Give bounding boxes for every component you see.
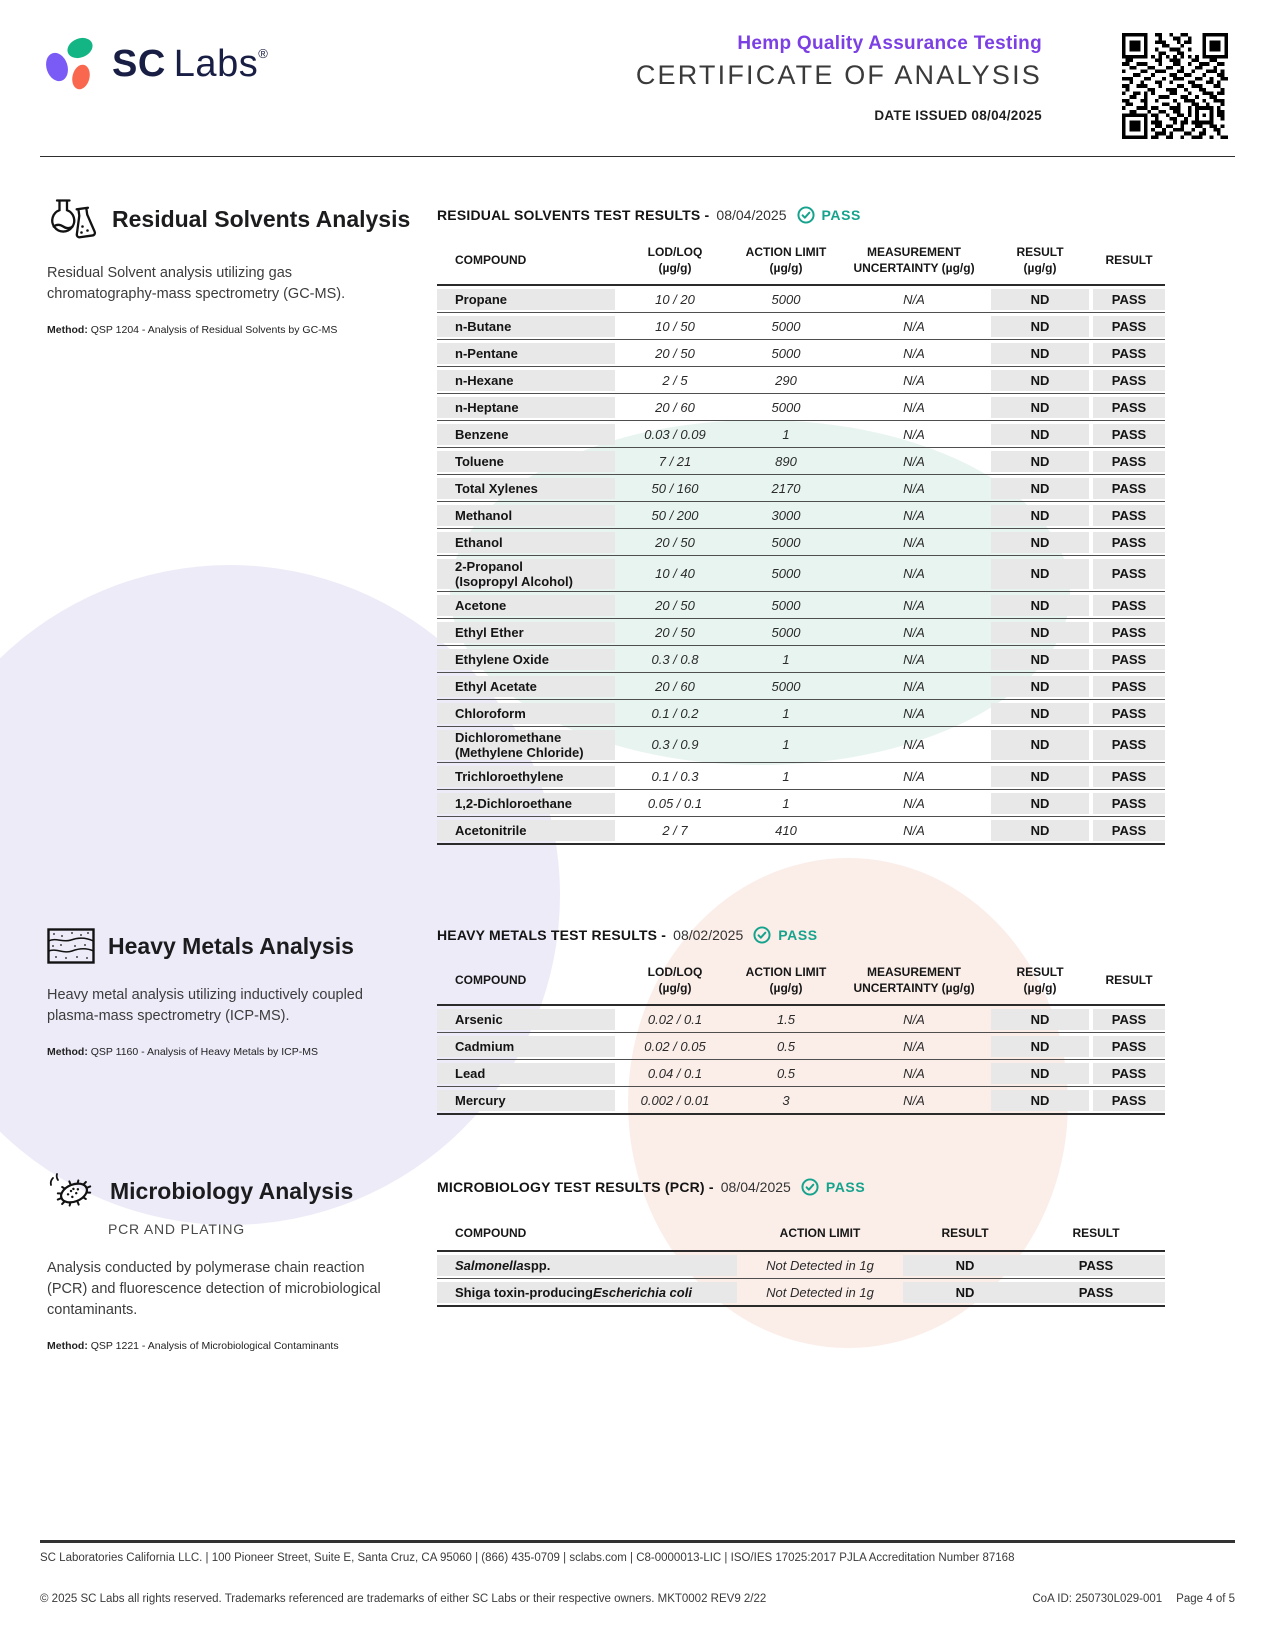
result-cell: ND [991, 532, 1089, 553]
heavy-metals-section-info [47, 928, 429, 1058]
result-cell: ND [991, 316, 1089, 337]
lod-loq-cell: 0.1 / 0.2 [651, 705, 699, 721]
table-row [437, 1278, 1165, 1305]
col-header-action-limit: ACTION LIMIT (µg/g) [745, 964, 827, 995]
status-cell: PASS [1093, 343, 1165, 364]
table-row [437, 1006, 1165, 1032]
results-title-line: RESIDUAL SOLVENTS TEST RESULTS - 08/04/2025 PASS [437, 207, 861, 223]
uncertainty-cell: N/A [903, 651, 925, 667]
microbe-icon [47, 1168, 97, 1214]
uncertainty-cell: N/A [903, 566, 925, 581]
residual-solvents-table [437, 242, 1165, 845]
lod-loq-cell: 7 / 21 [658, 453, 692, 469]
lod-loq-cell: 20 / 60 [655, 678, 695, 694]
result-cell: ND [991, 370, 1089, 391]
status-badge: PASS [825, 1179, 866, 1195]
method-note: Method: QSP 1204 - Analysis of Residual Solvents by GC-MS [47, 324, 338, 337]
compound-cell: Propane [437, 289, 615, 310]
table-row [437, 312, 1165, 339]
status-cell: PASS [1093, 316, 1165, 337]
compound-cell: n-Hexane [437, 370, 615, 391]
status-cell: PASS [1093, 532, 1165, 553]
uncertainty-cell: N/A [903, 480, 925, 496]
uncertainty-cell: N/A [903, 507, 925, 523]
result-cell: ND [991, 820, 1089, 841]
table-row [437, 762, 1165, 789]
section-subtitle: PCR AND PLATING [108, 1221, 245, 1237]
table-row [437, 645, 1165, 672]
status-cell: PASS [1093, 649, 1165, 670]
status-cell: PASS [1093, 1036, 1165, 1057]
compound-cell: Chloroform [437, 703, 615, 724]
col-header-uncertainty: MEASUREMENT UNCERTAINTY (µg/g) [853, 964, 975, 995]
action-limit-cell: 1 [782, 651, 790, 667]
footer-lab-info: SC Laboratories California LLC. | 100 Pioneer Street, Suite E, Santa Cruz, CA 95060 | (866) 435-0709 | sclabs.com | C8-0000013-LIC | ISO/IES 17025:2017 PJLA Accreditation Number 87168 [40, 1552, 1015, 1564]
col-header-result-status: RESULT [1105, 972, 1153, 987]
uncertainty-cell: N/A [903, 453, 925, 469]
compound-cell: Ethyl Acetate [437, 676, 615, 697]
result-cell: ND [991, 397, 1089, 418]
compound-cell: Ethylene Oxide [437, 649, 615, 670]
col-header-action-limit: ACTION LIMIT (µg/g) [745, 244, 827, 275]
method-note: Method: QSP 1221 - Analysis of Microbiological Contaminants [47, 1340, 339, 1353]
result-cell: ND [991, 343, 1089, 364]
table-row [437, 699, 1165, 726]
result-cell: ND [991, 1036, 1089, 1057]
section-description: Analysis conducted by polymerase chain reaction (PCR) and fluorescence detection of microbiological contaminants. [47, 1260, 381, 1319]
compound-cell: Mercury [437, 1090, 615, 1111]
lod-loq-cell: 50 / 200 [651, 507, 699, 523]
heavy-metals-results [437, 926, 1165, 1115]
status-cell: PASS [1093, 622, 1165, 643]
action-limit-cell: 5000 [771, 345, 801, 361]
table-row [437, 618, 1165, 645]
result-cell: ND [991, 676, 1089, 697]
status-cell: PASS [1093, 397, 1165, 418]
action-limit-cell: 3000 [771, 507, 801, 523]
table-row [437, 366, 1165, 393]
header-divider [40, 156, 1235, 157]
table-row [437, 420, 1165, 447]
compound-cell: Toluene [437, 451, 615, 472]
lod-loq-cell: 0.02 / 0.1 [647, 1011, 703, 1027]
result-cell: ND [991, 505, 1089, 526]
col-header-compound: COMPOUND [455, 1225, 527, 1240]
status-cell: PASS [1093, 370, 1165, 391]
microbiology-table [437, 1222, 1165, 1307]
method-note: Method: QSP 1160 - Analysis of Heavy Metals by ICP-MS [47, 1046, 318, 1059]
table-header-row [437, 242, 1165, 286]
col-header-result-status: RESULT [1072, 1225, 1120, 1240]
uncertainty-cell: N/A [903, 1038, 925, 1054]
sc-labs-logo [42, 34, 268, 94]
col-header-lod-loq: LOD/LOQ (µg/g) [647, 244, 703, 275]
result-cell: ND [991, 1063, 1089, 1084]
status-cell: PASS [1093, 793, 1165, 814]
action-limit-cell: 5000 [771, 318, 801, 334]
uncertainty-cell: N/A [903, 426, 925, 442]
uncertainty-cell: N/A [903, 291, 925, 307]
uncertainty-cell: N/A [903, 1065, 925, 1081]
results-title-line: HEAVY METALS TEST RESULTS - 08/02/2025 PASS [437, 927, 818, 943]
result-cell: ND [991, 703, 1089, 724]
result-cell: ND [991, 766, 1089, 787]
table-row [437, 789, 1165, 816]
action-limit-cell: 5000 [771, 566, 801, 581]
action-limit-cell: 5000 [771, 624, 801, 640]
table-row [437, 816, 1165, 843]
lod-loq-cell: 20 / 60 [655, 399, 695, 415]
lod-loq-cell: 0.04 / 0.1 [647, 1065, 703, 1081]
table-row [437, 393, 1165, 420]
doc-title: CERTIFICATE OF ANALYSIS [635, 60, 1042, 90]
compound-cell: Acetone [437, 595, 615, 616]
lod-loq-cell: 0.3 / 0.8 [651, 651, 699, 667]
status-cell: PASS [1093, 505, 1165, 526]
compound-cell: Total Xylenes [437, 478, 615, 499]
compound-cell: Benzene [437, 424, 615, 445]
col-header-action-limit: ACTION LIMIT [779, 1225, 861, 1240]
result-cell: ND [991, 622, 1089, 643]
lod-loq-cell: 20 / 50 [655, 345, 695, 361]
action-limit-cell: 0.5 [776, 1065, 796, 1081]
status-cell: PASS [1093, 289, 1165, 310]
uncertainty-cell: N/A [903, 768, 925, 784]
result-cell: ND [991, 424, 1089, 445]
table-row [437, 501, 1165, 528]
status-cell: PASS [1093, 730, 1165, 760]
heavy-metals-table [437, 962, 1165, 1115]
compound-cell: n-Butane [437, 316, 615, 337]
action-limit-cell: 3 [782, 1092, 790, 1108]
lod-loq-cell: 10 / 20 [655, 291, 695, 307]
action-limit-cell: 410 [775, 822, 797, 838]
lod-loq-cell: 0.05 / 0.1 [647, 795, 703, 811]
section-description: Residual Solvent analysis utilizing gas chromatography-mass spectrometry (GC-MS). [47, 265, 346, 303]
table-row [437, 672, 1165, 699]
lod-loq-cell: 20 / 50 [655, 597, 695, 613]
col-header-lod-loq: LOD/LOQ (µg/g) [647, 964, 703, 995]
pass-check-icon [801, 1178, 819, 1196]
result-cell: ND [991, 595, 1089, 616]
status-cell: PASS [1093, 1063, 1165, 1084]
col-header-compound: COMPOUND [455, 972, 527, 987]
status-cell: PASS [1027, 1255, 1165, 1276]
section-title: Microbiology Analysis [110, 1177, 354, 1204]
table-row [437, 447, 1165, 474]
compound-cell: Ethanol [437, 532, 615, 553]
uncertainty-cell: N/A [903, 737, 925, 752]
section-title: Heavy Metals Analysis [108, 932, 354, 959]
section-title: Residual Solvents Analysis [112, 205, 411, 232]
action-limit-cell: 5000 [771, 678, 801, 694]
result-cell: ND [991, 289, 1089, 310]
table-row [437, 591, 1165, 618]
result-cell: ND [991, 478, 1089, 499]
result-cell: ND [903, 1282, 1027, 1303]
status-badge: PASS [778, 927, 818, 943]
table-body [437, 1252, 1165, 1305]
compound-cell: n-Heptane [437, 397, 615, 418]
status-cell: PASS [1093, 595, 1165, 616]
lod-loq-cell: 20 / 50 [655, 534, 695, 550]
action-limit-cell: 0.5 [776, 1038, 796, 1054]
footer-divider [40, 1540, 1235, 1543]
table-body [437, 286, 1165, 843]
action-limit-cell: 1 [782, 795, 790, 811]
section-description: Heavy metal analysis utilizing inductively coupled plasma-mass spectrometry (ICP-MS). [47, 987, 363, 1025]
col-header-result-status: RESULT [1105, 252, 1153, 267]
status-cell: PASS [1093, 820, 1165, 841]
uncertainty-cell: N/A [903, 1092, 925, 1108]
header-title-block [636, 33, 1042, 123]
status-cell: PASS [1093, 451, 1165, 472]
table-row [437, 339, 1165, 366]
table-row [437, 286, 1165, 312]
table-header-row [437, 1222, 1165, 1252]
result-cell: ND [991, 793, 1089, 814]
compound-cell: Methanol [437, 505, 615, 526]
status-cell: PASS [1093, 1009, 1165, 1030]
compound-cell: Salmonella spp. [437, 1255, 737, 1276]
table-row [437, 1032, 1165, 1059]
flask-icon [47, 196, 99, 242]
pass-check-icon [753, 926, 771, 944]
compound-cell: Arsenic [437, 1009, 615, 1030]
footer-legal-line [40, 1593, 1235, 1605]
status-cell: PASS [1093, 766, 1165, 787]
result-cell: ND [903, 1255, 1027, 1276]
status-cell: PASS [1093, 559, 1165, 589]
lod-loq-cell: 2 / 5 [662, 372, 688, 388]
status-badge: PASS [821, 207, 861, 223]
uncertainty-cell: N/A [903, 399, 925, 415]
uncertainty-cell: N/A [903, 822, 925, 838]
table-row [437, 1252, 1165, 1278]
uncertainty-cell: N/A [903, 1011, 925, 1027]
date-issued: DATE ISSUED 08/04/2025 [874, 108, 1042, 123]
status-cell: PASS [1093, 676, 1165, 697]
action-limit-cell: 5000 [771, 597, 801, 613]
lod-loq-cell: 10 / 50 [655, 318, 695, 334]
action-limit-cell: 1 [782, 737, 790, 752]
uncertainty-cell: N/A [903, 678, 925, 694]
status-cell: PASS [1093, 424, 1165, 445]
action-limit-cell: 1 [782, 705, 790, 721]
lod-loq-cell: 0.1 / 0.3 [651, 768, 699, 784]
lod-loq-cell: 0.02 / 0.05 [644, 1038, 706, 1054]
action-limit-cell: 890 [775, 453, 797, 469]
action-limit-cell: Not Detected in 1g [766, 1284, 874, 1300]
table-body [437, 1006, 1165, 1113]
result-cell: ND [991, 559, 1089, 589]
compound-cell: Dichloromethane (Methylene Chloride) [437, 730, 615, 760]
lod-loq-cell: 10 / 40 [655, 566, 695, 581]
status-cell: PASS [1093, 703, 1165, 724]
table-row [437, 528, 1165, 555]
sediment-layers-icon [47, 928, 95, 964]
sc-labs-logo-mark [42, 34, 100, 94]
lod-loq-cell: 0.002 / 0.01 [640, 1092, 710, 1108]
compound-cell: 1,2-Dichloroethane [437, 793, 615, 814]
lod-loq-cell: 2 / 7 [662, 822, 688, 838]
result-cell: ND [991, 451, 1089, 472]
action-limit-cell: 2170 [771, 480, 801, 496]
status-cell: PASS [1093, 478, 1165, 499]
action-limit-cell: 5000 [771, 291, 801, 307]
footer-coa-id: CoA ID: 250730L029-001 Page 4 of 5 [1032, 1593, 1235, 1605]
table-row [437, 1059, 1165, 1086]
table-row [437, 555, 1165, 591]
uncertainty-cell: N/A [903, 624, 925, 640]
footer-page-number: Page 4 of 5 [1176, 1593, 1235, 1605]
action-limit-cell: 5000 [771, 399, 801, 415]
table-row [437, 474, 1165, 501]
results-title-line: MICROBIOLOGY TEST RESULTS (PCR) - 08/04/2025 PASS [437, 1179, 866, 1195]
table-header-row [437, 962, 1165, 1006]
action-limit-cell: 5000 [771, 534, 801, 550]
compound-cell: Trichloroethylene [437, 766, 615, 787]
result-cell: ND [991, 1009, 1089, 1030]
action-limit-cell: 290 [775, 372, 797, 388]
compound-cell: Ethyl Ether [437, 622, 615, 643]
result-cell: ND [991, 730, 1089, 760]
lod-loq-cell: 50 / 160 [651, 480, 699, 496]
footer-copyright: © 2025 SC Labs all rights reserved. Trademarks referenced are trademarks of either SC Labs or their respective owners. MKT0002 REV9 2/22 [40, 1593, 767, 1605]
uncertainty-cell: N/A [903, 534, 925, 550]
compound-cell: Lead [437, 1063, 615, 1084]
sc-labs-wordmark: SC Labs® [112, 42, 269, 85]
pass-check-icon [797, 206, 815, 224]
uncertainty-cell: N/A [903, 318, 925, 334]
col-header-result-value: RESULT [941, 1225, 989, 1240]
action-limit-cell: 1.5 [776, 1011, 796, 1027]
table-row [437, 726, 1165, 762]
action-limit-cell: Not Detected in 1g [766, 1257, 874, 1273]
uncertainty-cell: N/A [903, 597, 925, 613]
table-row [437, 1086, 1165, 1113]
compound-cell: Acetonitrile [437, 820, 615, 841]
uncertainty-cell: N/A [903, 795, 925, 811]
action-limit-cell: 1 [782, 768, 790, 784]
compound-cell: 2-Propanol (Isopropyl Alcohol) [437, 559, 615, 589]
lod-loq-cell: 0.3 / 0.9 [651, 737, 699, 752]
uncertainty-cell: N/A [903, 705, 925, 721]
col-header-result-value: RESULT (µg/g) [1016, 244, 1064, 275]
col-header-compound: COMPOUND [455, 252, 527, 267]
status-cell: PASS [1093, 1090, 1165, 1111]
status-cell: PASS [1027, 1282, 1165, 1303]
action-limit-cell: 1 [782, 426, 790, 442]
compound-cell: Shiga toxin-producing Escherichia coli [437, 1282, 737, 1303]
lod-loq-cell: 20 / 50 [655, 624, 695, 640]
program-title: Hemp Quality Assurance Testing [737, 33, 1042, 54]
microbiology-results [437, 1178, 1165, 1307]
col-header-result-value: RESULT (µg/g) [1016, 964, 1064, 995]
col-header-uncertainty: MEASUREMENT UNCERTAINTY (µg/g) [853, 244, 975, 275]
result-cell: ND [991, 1090, 1089, 1111]
result-cell: ND [991, 649, 1089, 670]
lod-loq-cell: 0.03 / 0.09 [644, 426, 706, 442]
microbiology-section-info [47, 1168, 429, 1352]
residual-solvents-section-info [47, 196, 429, 336]
uncertainty-cell: N/A [903, 345, 925, 361]
compound-cell: Cadmium [437, 1036, 615, 1057]
qr-code [1122, 33, 1228, 139]
uncertainty-cell: N/A [903, 372, 925, 388]
compound-cell: n-Pentane [437, 343, 615, 364]
residual-solvents-results [437, 206, 1165, 845]
